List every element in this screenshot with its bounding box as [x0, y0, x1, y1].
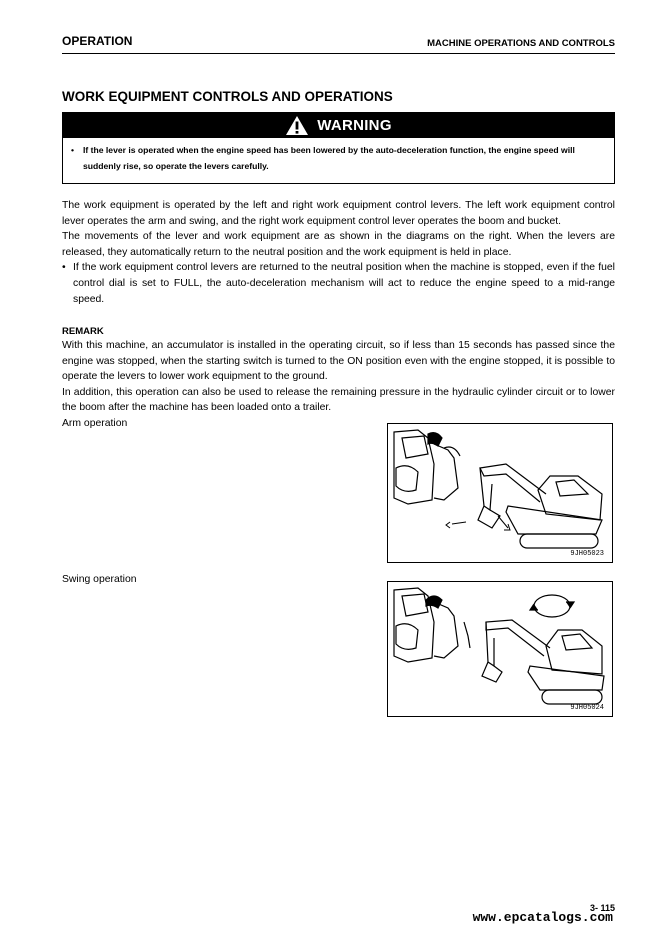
- figure-caption-swing: Swing operation: [62, 574, 137, 585]
- excavator-arm-illustration: [388, 424, 612, 562]
- warning-triangle-icon: [285, 115, 309, 136]
- page-number: 3- 115: [589, 903, 615, 913]
- body-paragraph-2: The movements of the lever and work equipment are as shown in the diagrams on the right. When the levers are released, they automatically return to the neutral position and the work equipment is held in place.: [62, 231, 615, 258]
- bullet-icon: •: [62, 262, 66, 274]
- excavator-swing-illustration: [388, 582, 612, 716]
- figure-swing-operation: [387, 581, 613, 717]
- remark-section: [62, 338, 615, 416]
- figure-caption-arm: Arm operation: [62, 418, 128, 429]
- chapter-header: MACHINE OPERATIONS AND CONTROLS: [427, 38, 615, 49]
- body-section: [62, 198, 615, 307]
- remark-label: REMARK: [62, 326, 104, 337]
- warning-box: [62, 112, 615, 184]
- body-bullet-item: [62, 260, 615, 307]
- warning-text-row: [63, 138, 614, 174]
- remark-paragraph-1: With this machine, an accumulator is installed in the operating circuit, so if less than 15 seconds has passed since the engine was stopped, when the starting switch is turned to the ON position even with the engine stopped, it is possible to operate the levers to lower work equipment to the ground.: [62, 340, 615, 383]
- warning-label: WARNING: [317, 117, 392, 134]
- body-bullet-text: If the work equipment control levers are returned to the neutral position when the machine is stopped, even if the fuel control dial is set to FULL, the auto-deceleration mechanism will act to reduce the engine speed to a mid-range speed.: [73, 262, 615, 305]
- figure-code-arm: 9JH05023: [570, 550, 604, 558]
- warning-banner: [63, 113, 614, 138]
- section-header: OPERATION: [62, 34, 133, 48]
- figure-code-swing: 9JH05024: [570, 704, 604, 712]
- header-divider: [62, 53, 615, 54]
- figure-arm-operation: [387, 423, 613, 563]
- page-title: WORK EQUIPMENT CONTROLS AND OPERATIONS: [62, 89, 393, 104]
- body-paragraph-1: The work equipment is operated by the left and right work equipment control levers. The left work equipment control lever operates the arm and swing, and the right work equipment control lever operates the boom and bucket.: [62, 200, 615, 227]
- warning-text: If the lever is operated when the engine speed has been lowered by the auto-deceleration function, the engine speed will suddenly rise, so operate the levers carefully.: [83, 145, 575, 171]
- watermark-text: www.epcatalogs.com: [472, 910, 613, 925]
- remark-paragraph-2: In addition, this operation can also be used to release the remaining pressure in the hydraulic cylinder circuit or to lower the boom after the machine has been loaded onto a trailer.: [62, 386, 615, 414]
- bullet-icon: •: [71, 145, 75, 155]
